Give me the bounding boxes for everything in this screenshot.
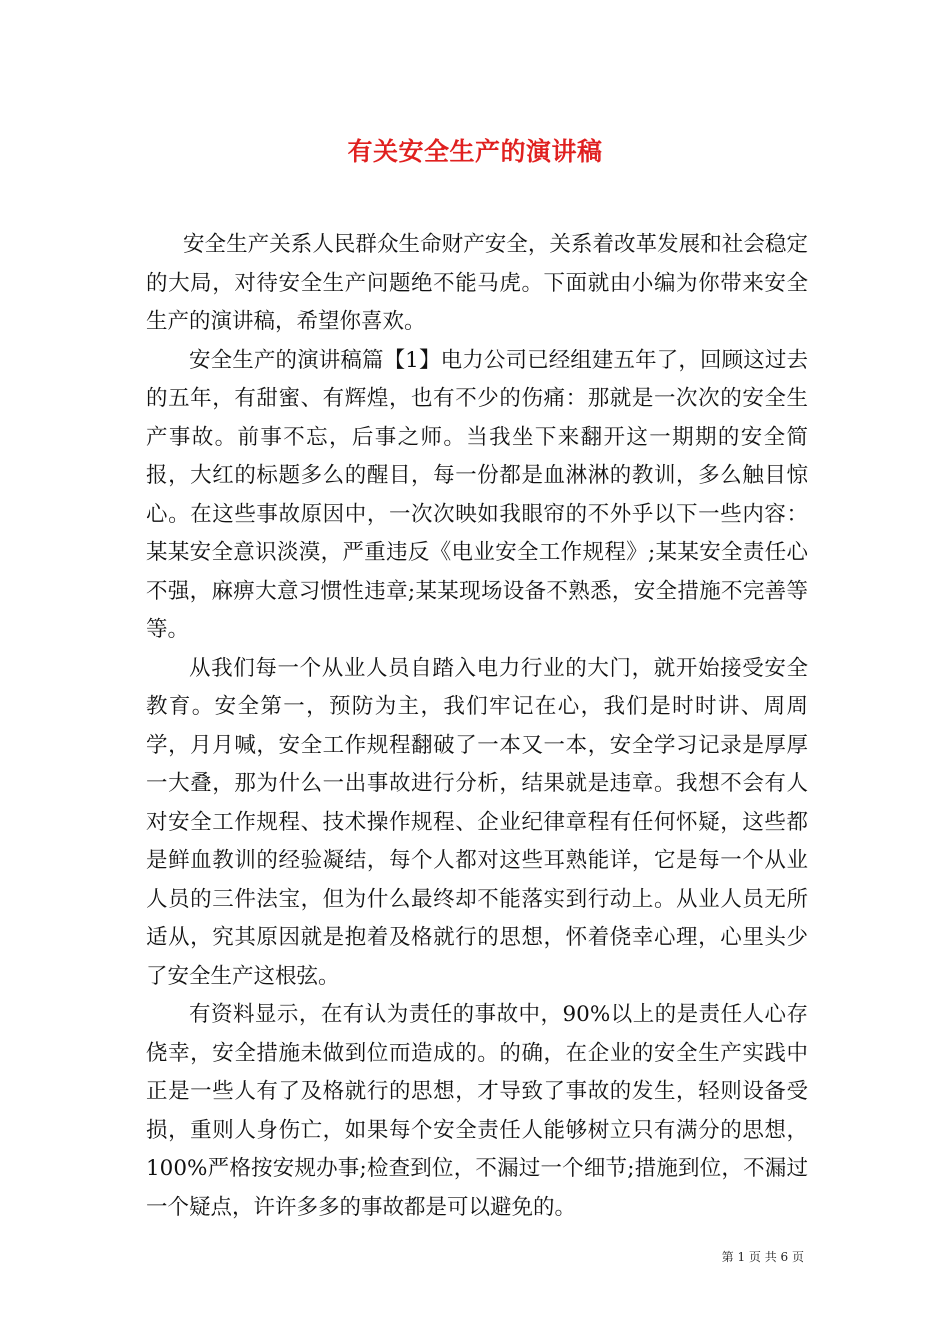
paragraph-statistics: 有资料显示，在有认为责任的事故中，90%以上的是责任人心存侥幸，安全措施未做到位而造成的。的确，在企业的安全生产实践中正是一些人有了及格就行的思想，才导致了事故的发生，轻则设备受损，重则人身伤亡，如果每个安全责任人能够树立只有满分的思想，100%严格按安规办事;检查到位，不漏过一个细节;措施到位，不漏过一个疑点，许许多多的事故都是可以避免的。 (146, 1002, 808, 1220)
document-title: 有关安全生产的演讲稿 (347, 137, 603, 166)
paragraph-speech-1: 安全生产的演讲稿篇【1】电力公司已经组建五年了，回顾这过去的五年，有甜蜜、有辉煌，也有不少的伤痛：那就是一次次的安全生产事故。前事不忘，后事之师。当我坐下来翻开这一期期的安全简报，大红的标题多么的醒目，每一份都是血淋淋的教训，多么触目惊心。在这些事故原因中，一次次映如我眼帘的不外乎以下一些内容：某某安全意识淡漠，严重违反《电业安全工作规程》;某某安全责任心不强，麻痹大意习惯性违章;某某现场设备不熟悉，安全措施不完善等等。 (146, 347, 808, 642)
document-body (146, 226, 808, 1227)
paragraph-intro: 安全生产关系人民群众生命财产安全，关系着改革发展和社会稳定的大局，对待安全生产问题绝不能马虎。下面就由小编为你带来安全生产的演讲稿，希望你喜欢。 (146, 232, 808, 334)
page-number-footer: 第 1 页 共 6 页 (721, 1250, 804, 1264)
paragraph-safety-education: 从我们每一个从业人员自踏入电力行业的大门，就开始接受安全教育。安全第一，预防为主，我们牢记在心，我们是时时讲、周周学，月月喊，安全工作规程翻破了一本又一本，安全学习记录是厚厚一大叠，那为什么一出事故进行分析，结果就是违章。我想不会有人对安全工作规程、技术操作规程、企业纪律章程有任何怀疑，这些都是鲜血教训的经验凝结，每个人都对这些耳熟能详，它是每一个从业人员的三件法宝，但为什么最终却不能落实到行动上。从业人员无所适从，究其原因就是抱着及格就行的思想，怀着侥幸心理，心里头少了安全生产这根弦。 (146, 655, 808, 989)
